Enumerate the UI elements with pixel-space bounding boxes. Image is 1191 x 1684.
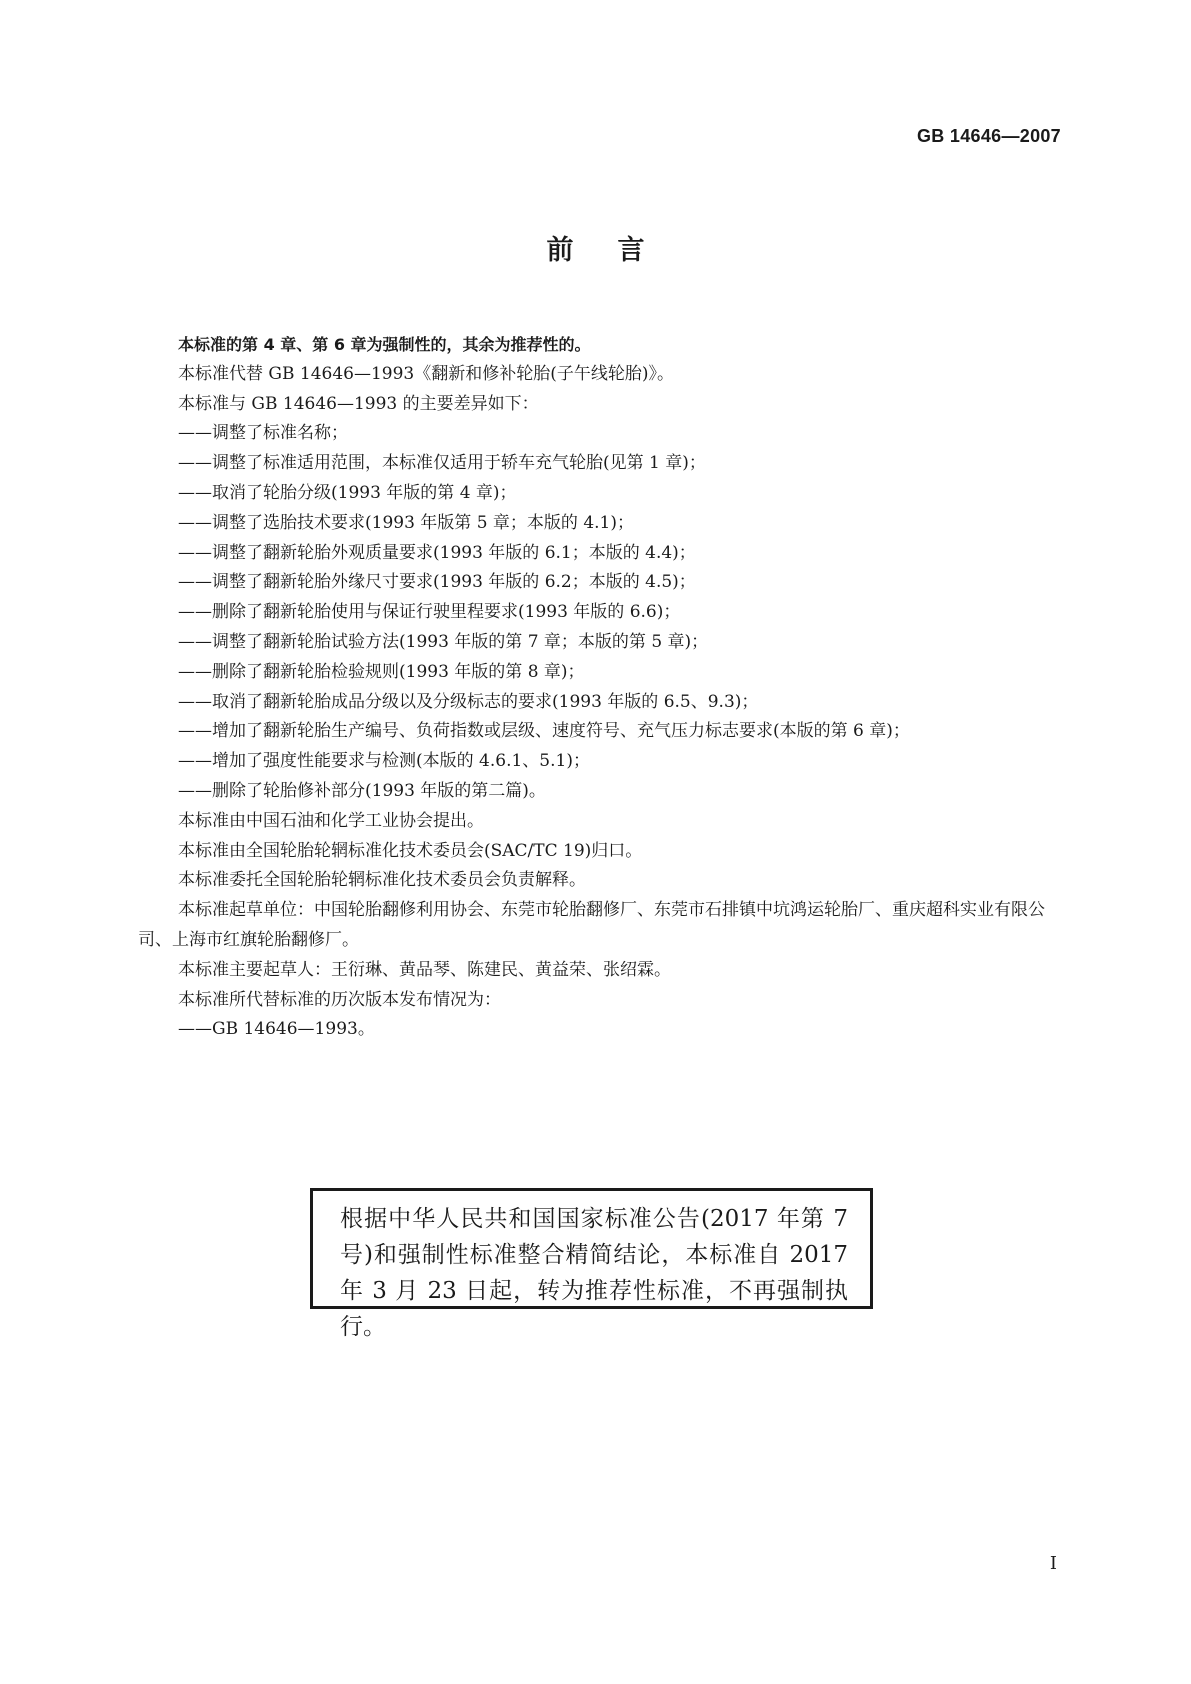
list-item: ——取消了轮胎分级(1993 年版的第 4 章)；: [178, 482, 517, 503]
notice-box: 根据中华人民共和国国家标准公告(2017 年第 7 号)和强制性标准整合精简结论，本标准自 2017 年 3 月 23 日起，转为推荐性标准，不再强制执行。: [310, 1188, 873, 1309]
list-item: ——取消了翻新轮胎成品分级以及分级标志的要求(1993 年版的 6.5、9.3)；: [178, 691, 759, 712]
list-item: ——删除了轮胎修补部分(1993 年版的第二篇)。: [178, 780, 546, 801]
paragraph-differences-intro: 本标准与 GB 14646—1993 的主要差异如下：: [178, 393, 539, 414]
list-item: ——调整了选胎技术要求(1993 年版第 5 章；本版的 4.1)；: [178, 512, 634, 533]
paragraph-drafting-units: 本标准起草单位：中国轮胎翻修利用协会、东莞市轮胎翻修厂、东莞市石排镇中坑鸿运轮胎厂、重庆超科实业有限公司、上海市红旗轮胎翻修厂。: [138, 900, 1045, 950]
list-item: ——调整了标准适用范围，本标准仅适用于轿车充气轮胎(见第 1 章)；: [178, 453, 706, 474]
paragraph-drafters: 本标准主要起草人：王衍琳、黄品琴、陈建民、黄益荣、张绍霖。: [178, 959, 671, 980]
page-title: 前言: [546, 235, 689, 266]
paragraph-mandatory-scope: 本标准的第 4 章、第 6 章为强制性的，其余为推荐性的。: [178, 335, 591, 354]
list-item: ——调整了翻新轮胎试验方法(1993 年版的第 7 章；本版的第 5 章)；: [178, 631, 709, 652]
standard-code: GB 14646—2007: [917, 126, 1061, 146]
list-item: ——删除了翻新轮胎使用与保证行驶里程要求(1993 年版的 6.6)；: [178, 602, 681, 623]
list-item: ——删除了翻新轮胎检验规则(1993 年版的第 8 章)；: [178, 661, 585, 682]
list-item: ——增加了强度性能要求与检测(本版的 4.6.1、5.1)；: [178, 751, 590, 772]
list-item: ——调整了翻新轮胎外缘尺寸要求(1993 年版的 6.2；本版的 4.5)；: [178, 572, 696, 593]
foreword-body: [138, 330, 1058, 1045]
page-number: I: [1049, 1553, 1057, 1574]
list-item: ——调整了标准名称；: [178, 423, 348, 444]
paragraph-proposed-by: 本标准由中国石油和化学工业协会提出。: [178, 810, 484, 831]
list-item: ——增加了翻新轮胎生产编号、负荷指数或层级、速度符号、充气压力标志要求(本版的第 6 章)；: [178, 721, 910, 742]
list-item: ——调整了翻新轮胎外观质量要求(1993 年版的 6.1；本版的 4.4)；: [178, 542, 696, 563]
paragraph-history-intro: 本标准所代替标准的历次版本发布情况为：: [178, 989, 501, 1010]
paragraph-replaces: 本标准代替 GB 14646—1993《翻新和修补轮胎(子午线轮胎)》。: [178, 363, 674, 384]
paragraph-interpreted-by: 本标准委托全国轮胎轮辋标准化技术委员会负责解释。: [178, 870, 586, 891]
list-item: ——GB 14646—1993。: [178, 1019, 375, 1040]
paragraph-managed-by: 本标准由全国轮胎轮辋标准化技术委员会(SAC/TC 19)归口。: [178, 840, 643, 861]
